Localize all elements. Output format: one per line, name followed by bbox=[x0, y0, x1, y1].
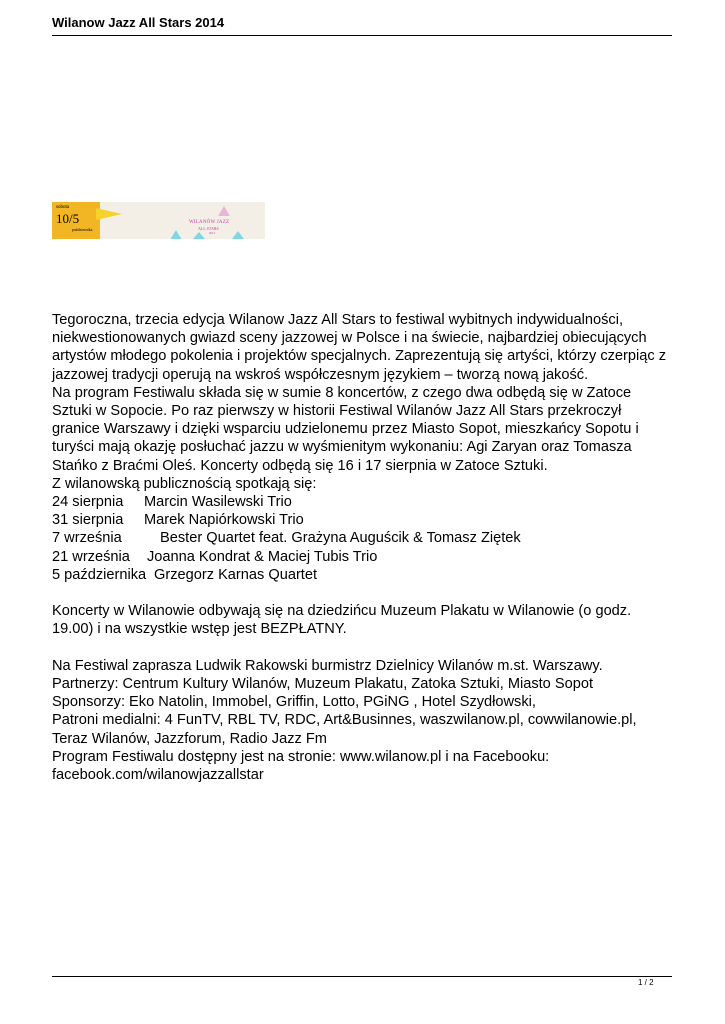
paragraph-spacer bbox=[52, 639, 677, 657]
schedule-item bbox=[52, 529, 677, 547]
paragraph-line: Stańko z Braćmi Oleś. Koncerty odbędą się 16 i 17 sierpnia w Zatoce Sztuki. bbox=[52, 457, 548, 474]
banner-logo-text: ALL STARS bbox=[198, 226, 219, 231]
banner-wedge-shape bbox=[96, 208, 122, 220]
paragraph-line: facebook.com/wilanowjazzallstar bbox=[52, 767, 264, 784]
schedule-date: 21 września bbox=[52, 548, 130, 565]
schedule-date: 7 września bbox=[52, 530, 122, 547]
footer-divider bbox=[52, 976, 672, 977]
schedule-artist: Marek Napiórkowski Trio bbox=[144, 512, 304, 529]
banner-decoration-triangle bbox=[218, 206, 230, 216]
paragraph-line: Z wilanowską publicznością spotkają się: bbox=[52, 475, 317, 492]
schedule-artist: Grzegorz Karnas Quartet bbox=[154, 566, 318, 583]
paragraph-line: jazzowej tradycji operują na wskroś współczesnym językiem – tworzą nową jakość. bbox=[52, 366, 589, 383]
schedule-date: 31 sierpnia bbox=[52, 512, 124, 529]
header-divider bbox=[52, 35, 672, 36]
paragraph-line: niekwestionowanych gwiazd sceny jazzowej w Polsce i na świecie, najbardziej obiecujących bbox=[52, 330, 647, 347]
paragraph-line: Tegoroczna, trzecia edycja Wilanow Jazz All Stars to festiwal wybitnych indywidualności, bbox=[52, 312, 624, 328]
paragraph-line: 19.00) i na wszystkie wstęp jest BEZPŁATNY. bbox=[52, 621, 347, 638]
festival-banner bbox=[52, 202, 265, 239]
paragraph-line: turyści mają okazję posłuchać jazzu w wyśmienitym wykonaniu: Agi Zaryan oraz Tomasza bbox=[52, 439, 632, 456]
banner-logo-text: WILANÓW JAZZ bbox=[189, 220, 230, 225]
banner-decoration-triangle bbox=[170, 230, 182, 239]
paragraph-line: Program Festiwalu dostępny jest na stronie: www.wilanow.pl i na Facebooku: bbox=[52, 748, 550, 765]
banner-date-top: sobota bbox=[56, 205, 70, 210]
paragraph-line: granice Warszawy i dzięki wsparciu udzielonemu przez Miasto Sopot, mieszkańcy Sopotu i bbox=[52, 421, 639, 438]
paragraph-line: Sztuki w Sopocie. Po raz pierwszy w historii Festiwal Wilanów Jazz All Stars przekroczył bbox=[52, 403, 622, 420]
banner-date-main: 10/5 bbox=[56, 211, 80, 226]
schedule-artist: Bester Quartet feat. Grażyna Auguścik & Tomasz Ziętek bbox=[160, 530, 521, 547]
schedule-artist: Joanna Kondrat & Maciej Tubis Trio bbox=[147, 548, 378, 565]
paragraph-line: Na Festiwal zaprasza Ludwik Rakowski burmistrz Dzielnicy Wilanów m.st. Warszawy. bbox=[52, 657, 603, 674]
schedule-item bbox=[52, 548, 677, 566]
schedule-artist: Marcin Wasilewski Trio bbox=[144, 494, 292, 511]
paragraph-line: Sponsorzy: Eko Natolin, Immobel, Griffin, Lotto, PGiNG , Hotel Szydłowski, bbox=[52, 694, 536, 711]
schedule-item bbox=[52, 566, 677, 584]
paragraph-line: Na program Festiwalu składa się w sumie 8 koncertów, z czego dwa odbędą się w Zatoce bbox=[52, 384, 632, 401]
schedule-item bbox=[52, 493, 677, 511]
banner-logo-year: 2014 bbox=[209, 231, 215, 235]
banner-date-bottom: października bbox=[72, 227, 93, 232]
banner-decoration-triangle bbox=[193, 232, 205, 239]
paragraph-line: Koncerty w Wilanowie odbywają się na dziedzińcu Muzeum Plakatu w Wilanowie (o godz. bbox=[52, 603, 632, 620]
paragraph-spacer bbox=[52, 584, 677, 602]
paragraph-line: Partnerzy: Centrum Kultury Wilanów, Muzeum Plakatu, Zatoka Sztuki, Miasto Sopot bbox=[52, 676, 593, 693]
banner-decoration-triangle bbox=[232, 231, 244, 239]
page-title: Wilanow Jazz All Stars 2014 bbox=[52, 15, 225, 30]
schedule-item bbox=[52, 511, 677, 529]
paragraph-line: Patroni medialni: 4 FunTV, RBL TV, RDC, Art&Businnes, waszwilanow.pl, cowwilanowie.pl, bbox=[52, 712, 637, 729]
schedule-date: 24 sierpnia bbox=[52, 494, 124, 511]
paragraph-line: Teraz Wilanów, Jazzforum, Radio Jazz Fm bbox=[52, 730, 327, 747]
paragraph-line: artystów młodego pokolenia i projektów specjalnych. Zaprezentują się artyści, którzy czerpiąc z bbox=[52, 348, 667, 365]
schedule-date: 5 października bbox=[52, 566, 147, 583]
page-number: 1 / 2 bbox=[638, 978, 654, 987]
article-body bbox=[52, 311, 677, 784]
